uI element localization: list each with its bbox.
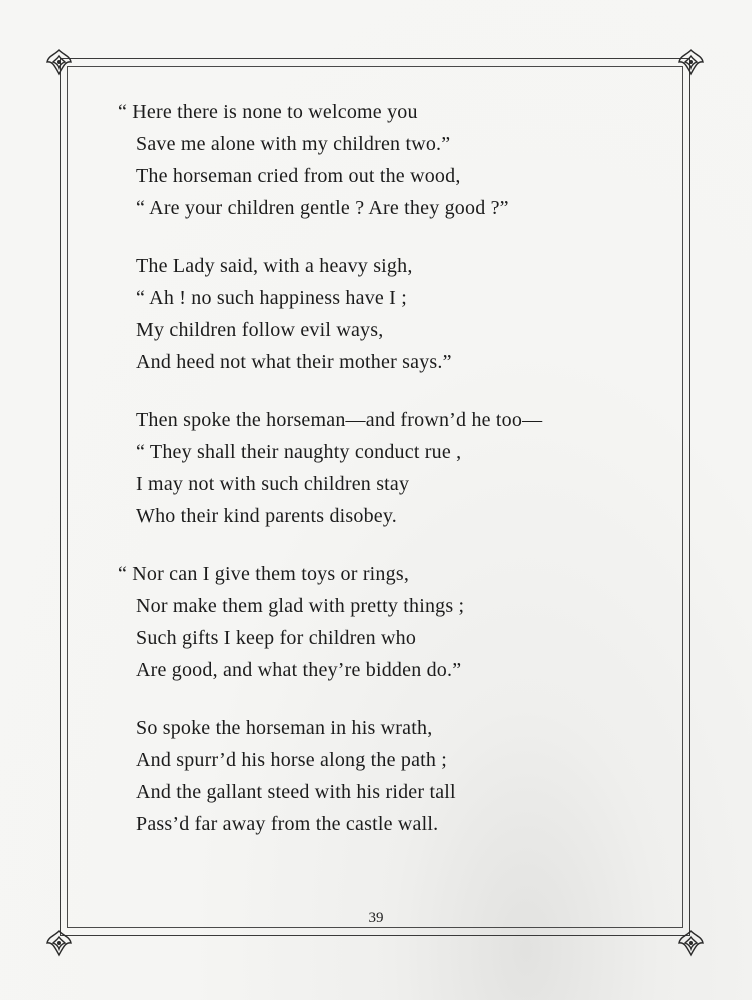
poem-line: Are good, and what they’re bidden do.” <box>136 659 462 681</box>
stanza-4 <box>118 558 658 686</box>
poem-line: “ Are your children gentle ? Are they good ?” <box>136 197 509 219</box>
poem-line: And the gallant steed with his rider tall <box>136 781 456 803</box>
poem-line: Pass’d far away from the castle wall. <box>136 813 439 835</box>
corner-ornament-bottom-right-icon <box>676 928 706 958</box>
corner-ornament-bottom-left-icon <box>44 928 74 958</box>
poem-line: And spurr’d his horse along the path ; <box>136 749 448 771</box>
corner-ornament-top-right-icon <box>676 47 706 77</box>
corner-ornament-top-left-icon <box>44 47 74 77</box>
poem-line: So spoke the horseman in his wrath, <box>136 717 433 739</box>
poem-line: My children follow evil ways, <box>136 319 384 341</box>
poem-line: I may not with such children stay <box>136 473 410 495</box>
poem-line: “ Nor can I give them toys or rings, <box>118 563 410 585</box>
poem-line: “ Ah ! no such happiness have I ; <box>136 287 407 309</box>
poem-line: Then spoke the horseman—and frown’d he too— <box>136 409 543 431</box>
poem-line: “ They shall their naughty conduct rue , <box>136 441 462 463</box>
poem-line: The Lady said, with a heavy sigh, <box>136 255 413 277</box>
poem-line: The horseman cried from out the wood, <box>136 165 461 187</box>
poem-line: “ Here there is none to welcome you <box>118 101 418 123</box>
poem <box>118 96 658 866</box>
page-number: 39 <box>368 910 384 926</box>
stanza-1 <box>118 96 658 224</box>
stanza-2 <box>118 250 658 378</box>
poem-line: Such gifts I keep for children who <box>136 627 417 649</box>
poem-line: Save me alone with my children two.” <box>136 133 451 155</box>
poem-line: Who their kind parents disobey. <box>136 505 397 527</box>
stanza-3 <box>118 404 658 532</box>
poem-line: Nor make them glad with pretty things ; <box>136 595 465 617</box>
poem-line: And heed not what their mother says.” <box>136 351 452 373</box>
stanza-5 <box>118 712 658 840</box>
